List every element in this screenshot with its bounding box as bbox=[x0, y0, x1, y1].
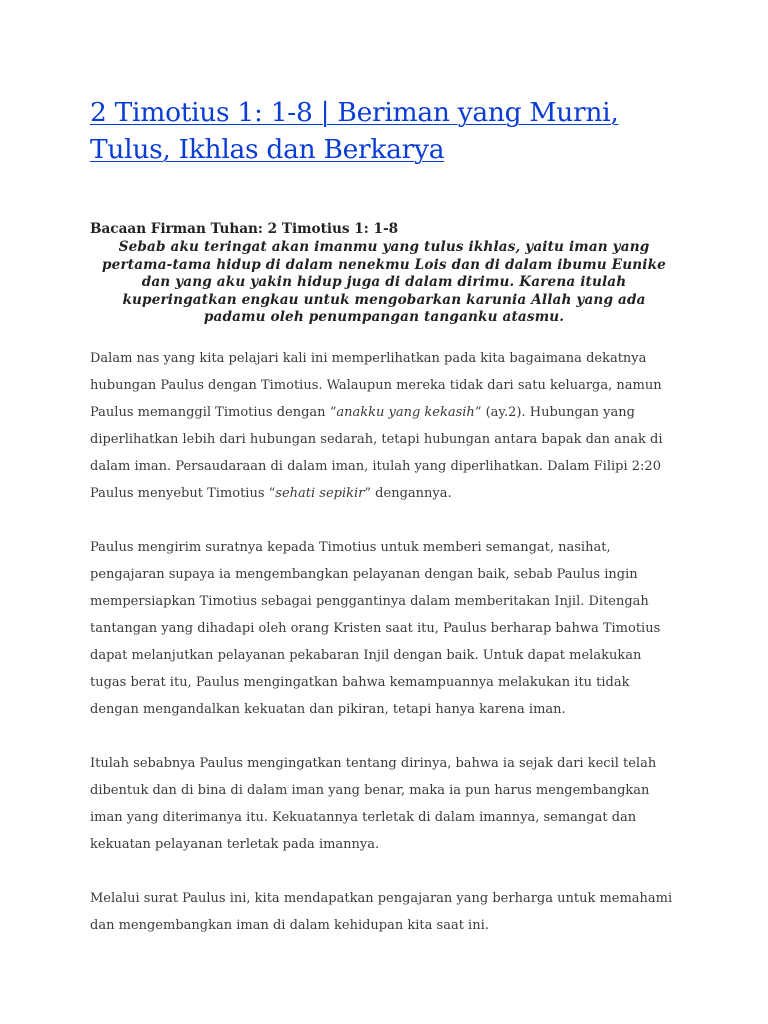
paragraph-3: Itulah sebabnya Paulus mengingatkan tentang dirinya, bahwa ia sejak dari kecil telah dibentuk dan di bina di dalam iman yang benar, maka ia pun harus mengembangkan iman yang diterimanya itu. Kekuatannya terletak di dalam imannya, semangat dan kekuatan pelayanan terletak pada imannya. bbox=[90, 755, 657, 852]
article-body bbox=[90, 345, 678, 939]
quote-sehati: sehati sepikir bbox=[275, 485, 365, 501]
paragraph-1-text-c: ” (ay.2). Hubungan yang diperlihatkan lebih dari hubungan sedarah, tetapi hubungan antara bapak dan anak di dalam iman. Persaudaraan di dalam iman, itulah yang diperlihatkan. Dalam Filipi 2:20 Paulus menyebut Timotius “ bbox=[90, 404, 663, 501]
paragraph-1-text-a: Dalam nas yang kita pelajari kali ini memperlihatkan pada kita bagaimana dekatnya hubungan Paulus dengan Timotius. Walaupun mereka tidak dari satu keluarga, namun Paulus memanggil Timotius dengan “ bbox=[90, 350, 662, 420]
paragraph-1 bbox=[90, 345, 678, 507]
article-title-link[interactable]: 2 Timotius 1: 1-8 | Beriman yang Murni, Tulus, Ikhlas dan Berkarya bbox=[90, 97, 619, 165]
quote-anakku: anakku yang kekasih bbox=[336, 404, 475, 420]
article-title bbox=[90, 94, 678, 168]
paragraph-1-text-e: ” dengannya. bbox=[364, 485, 452, 501]
scripture-quote: Sebab aku teringat akan imanmu yang tulus ikhlas, yaitu iman yang pertama-tama hidup di dalam nenekmu Lois dan di dalam ibumu Eunike dan yang aku yakin hidup juga di dalam dirimu. Karena itulah kuperingatkan engkau untuk mengobarkan karunia Allah yang ada padamu oleh penumpangan tanganku atasmu. bbox=[102, 239, 666, 325]
paragraph-4: Melalui surat Paulus ini, kita mendapatkan pengajaran yang berharga untuk memahami dan mengembangkan iman di dalam kehidupan kita saat ini. bbox=[90, 890, 673, 933]
reading-reference: Bacaan Firman Tuhan: 2 Timotius 1: 1-8 bbox=[90, 221, 399, 237]
paragraph-2: Paulus mengirim suratnya kepada Timotius untuk memberi semangat, nasihat, pengajaran supaya ia mengembangkan pelayanan dengan baik, sebab Paulus ingin mempersiapkan Timotius sebagai penggantinya dalam memberitakan Injil. Ditengah tantangan yang dihadapi oleh orang Kristen saat itu, Paulus berharap bahwa Timotius dapat melanjutkan pelayanan pekabaran Injil dengan baik. Untuk dapat melakukan tugas berat itu, Paulus mengingatkan bahwa kemampuannya melakukan itu tidak dengan mengandalkan kekuatan dan pikiran, tetapi hanya karena iman. bbox=[90, 539, 661, 717]
